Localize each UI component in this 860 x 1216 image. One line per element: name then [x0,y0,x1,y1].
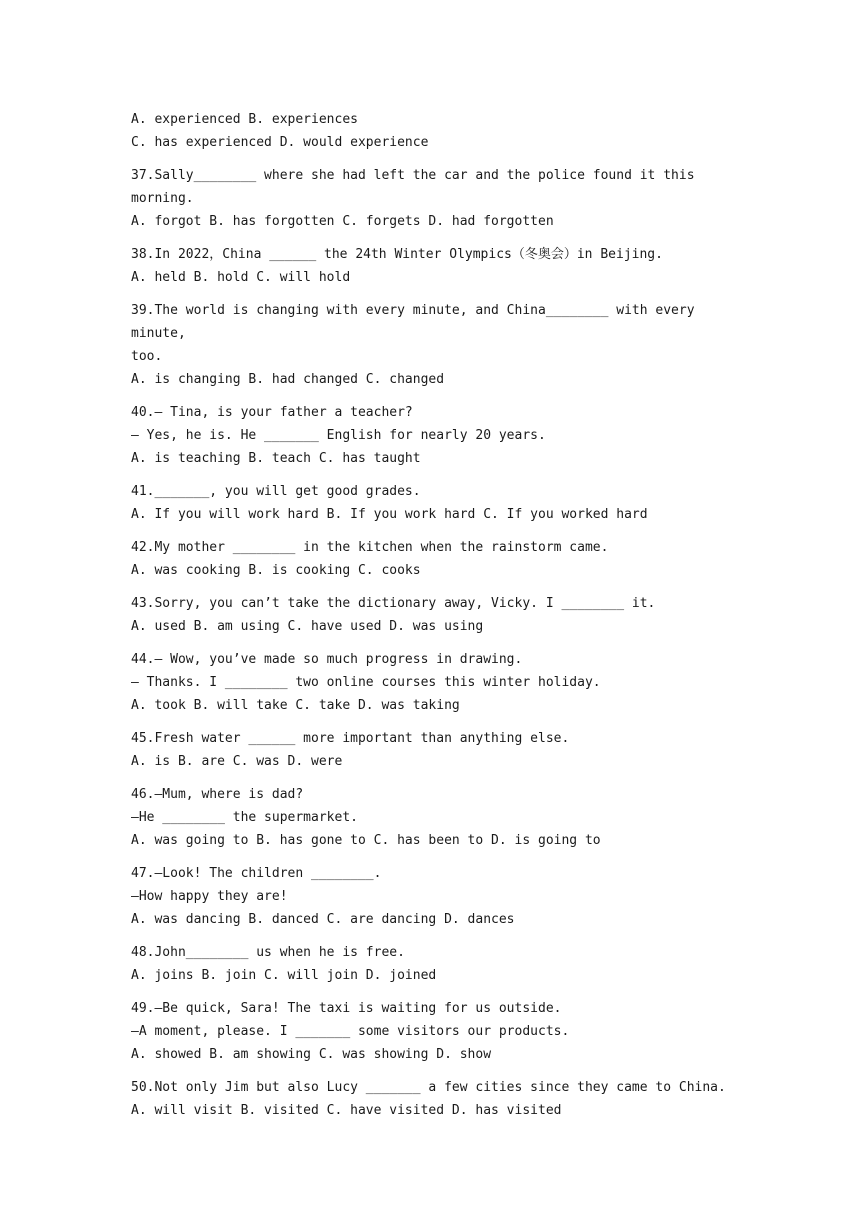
question-line: A. was going to B. has gone to C. has been to D. is going to [131,833,601,848]
question-line: 42.My mother ________ in the kitchen when the rainstorm came. [131,540,609,555]
question-line: 37.Sally________ where she had left the car and the police found it this morning. [131,168,703,206]
question-line: 43.Sorry, you can’t take the dictionary away, Vicky. I ________ it. [131,596,656,611]
question-line: 41._______, you will get good grades. [131,484,421,499]
question-list [131,108,736,1132]
question-item [131,243,736,289]
question-item [131,727,736,773]
question-line: A. was dancing B. danced C. are dancing D. dances [131,912,515,927]
question-line: —A moment, please. I _______ some visitors our products. [131,1024,570,1039]
question-line: A. used B. am using C. have used D. was using [131,619,484,634]
question-line: — Thanks. I ________ two online courses this winter holiday. [131,675,601,690]
question-item [131,108,736,154]
question-item [131,941,736,987]
question-line: —How happy they are! [131,889,288,904]
question-line: A. is changing B. had changed C. changed [131,372,445,387]
question-item [131,401,736,470]
question-item [131,648,736,717]
question-line: — Yes, he is. He _______ English for nearly 20 years. [131,428,546,443]
question-item [131,997,736,1066]
question-line: A. showed B. am showing C. was showing D. show [131,1047,492,1062]
question-line: A. will visit B. visited C. have visited D. has visited [131,1103,562,1118]
question-line: A. is teaching B. teach C. has taught [131,451,421,466]
question-line: 46.—Mum, where is dad? [131,787,304,802]
question-line: A. is B. are C. was D. were [131,754,343,769]
question-line: A. took B. will take C. take D. was taking [131,698,460,713]
question-item [131,299,736,391]
question-item [131,1076,736,1122]
question-line: A. forgot B. has forgotten C. forgets D. had forgotten [131,214,554,229]
question-line: A. was cooking B. is cooking C. cooks [131,563,421,578]
question-item [131,862,736,931]
question-line: 39.The world is changing with every minute, and China________ with every minute, [131,303,703,341]
question-line: A. If you will work hard B. If you work hard C. If you worked hard [131,507,648,522]
question-item [131,536,736,582]
question-line: —He ________ the supermarket. [131,810,358,825]
question-item [131,783,736,852]
question-item [131,480,736,526]
question-line: 48.John________ us when he is free. [131,945,405,960]
question-item [131,592,736,638]
question-line: A. experienced B. experiences [131,112,358,127]
question-item [131,164,736,233]
question-line: 47.—Look! The children ________. [131,866,382,881]
question-line: 40.— Tina, is your father a teacher? [131,405,413,420]
question-line: too. [131,349,163,364]
question-line: 49.—Be quick, Sara! The taxi is waiting for us outside. [131,1001,562,1016]
question-line: A. held B. hold C. will hold [131,270,351,285]
question-line: C. has experienced D. would experience [131,135,429,150]
question-line: 50.Not only Jim but also Lucy _______ a few cities since they came to China. [131,1080,726,1095]
question-line: A. joins B. join C. will join D. joined [131,968,437,983]
question-line: 45.Fresh water ______ more important than anything else. [131,731,570,746]
question-line: 44.— Wow, you’ve made so much progress in drawing. [131,652,523,667]
question-line: 38.In 2022，China ______ the 24th Winter Olympics（冬奥会）in Beijing. [131,247,663,262]
